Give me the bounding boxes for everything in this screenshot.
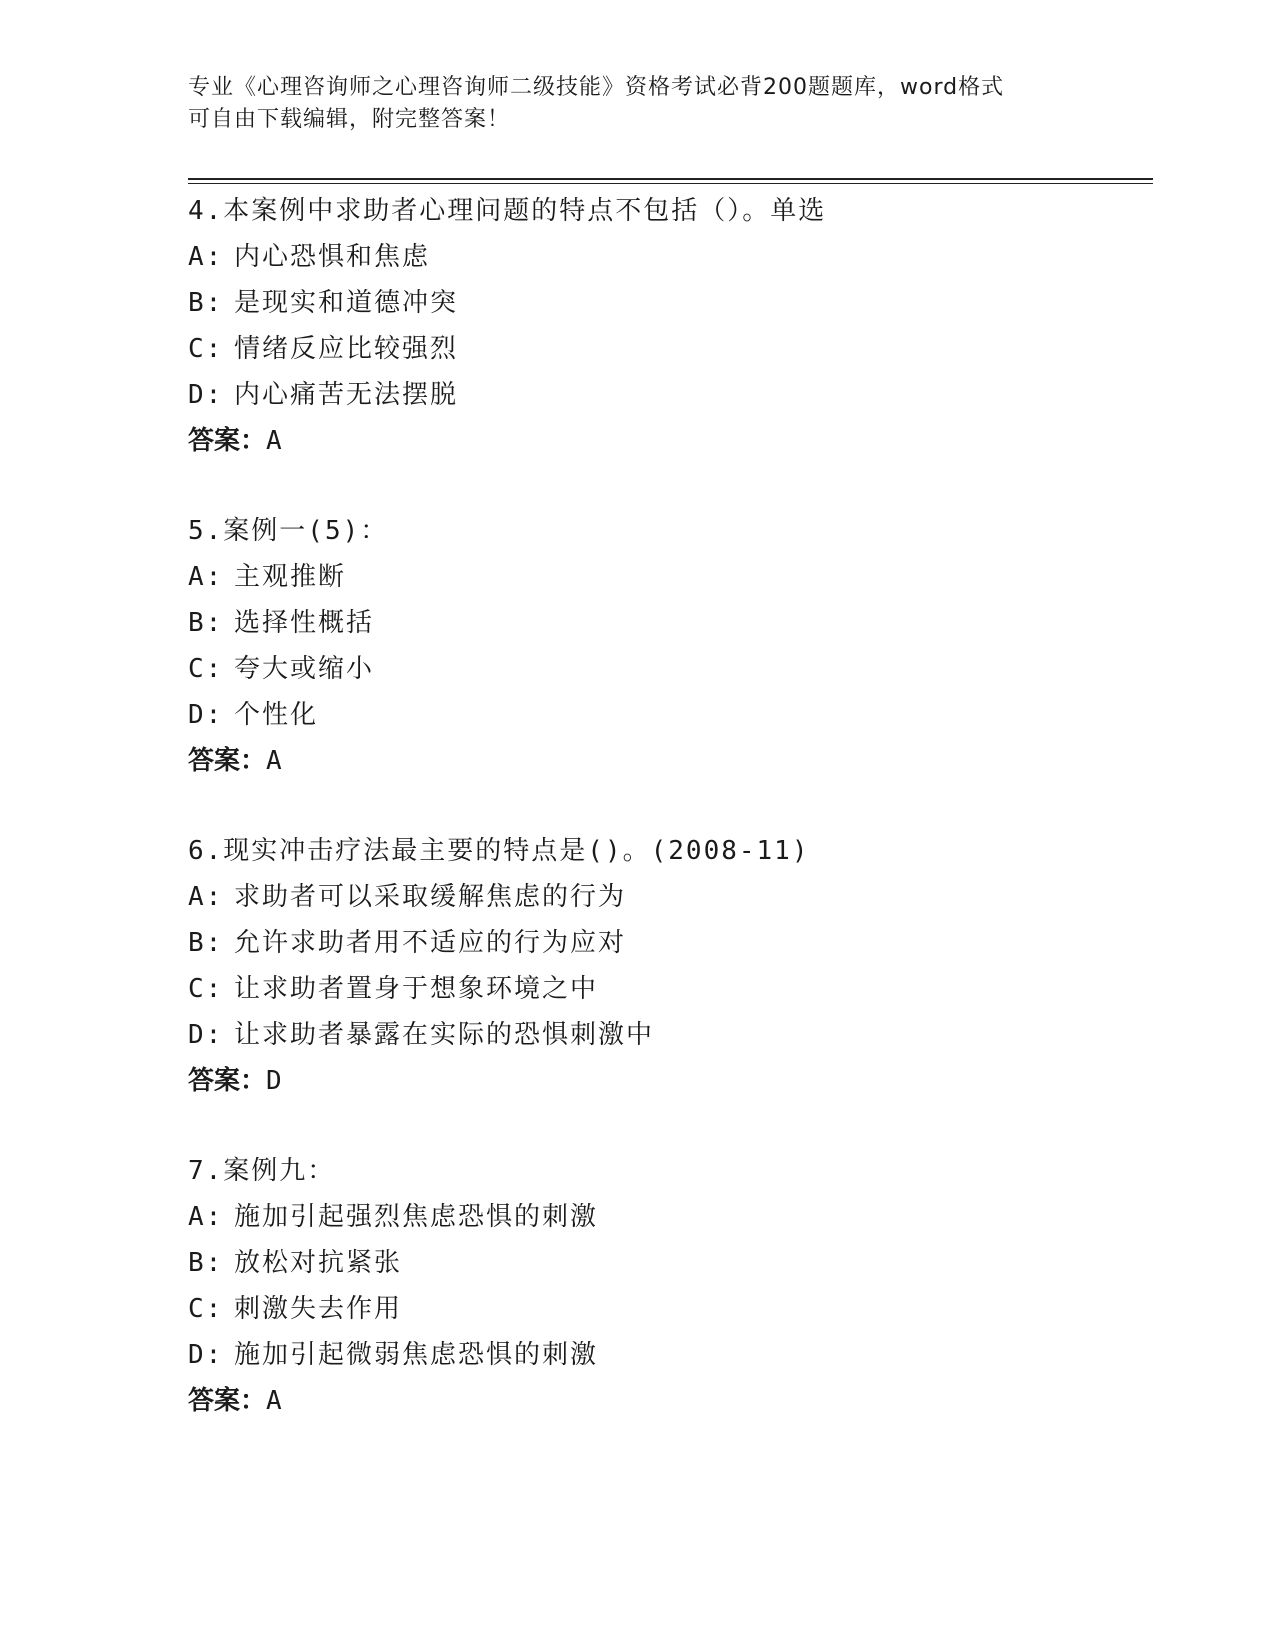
option-key: C:	[188, 654, 224, 684]
option-a	[188, 234, 1148, 280]
option-text: 内心恐惧和焦虑	[234, 242, 431, 272]
option-text: 让求助者暴露在实际的恐惧刺激中	[234, 1020, 655, 1050]
option-a	[188, 1194, 1148, 1240]
option-text: 内心痛苦无法摆脱	[234, 380, 459, 410]
option-key: A:	[188, 242, 224, 272]
answer-label: 答案：	[188, 426, 267, 456]
option-text: 施加引起微弱焦虑恐惧的刺激	[234, 1340, 599, 1370]
option-key: C:	[188, 974, 224, 1004]
question-stem: 7.案例九：	[188, 1156, 336, 1186]
option-key: C:	[188, 334, 224, 364]
question-block	[188, 188, 1148, 464]
question-stem: 4.本案例中求助者心理问题的特点不包括（）。单选	[188, 196, 827, 226]
option-text: 是现实和道德冲突	[234, 288, 459, 318]
answer-value: A	[266, 746, 282, 776]
question-block	[188, 1148, 1148, 1424]
question-block	[188, 828, 1148, 1104]
option-c	[188, 1286, 1148, 1332]
option-a	[188, 874, 1148, 920]
option-text: 放松对抗紧张	[234, 1248, 403, 1278]
option-key: A:	[188, 882, 224, 912]
option-text: 主观推断	[234, 562, 347, 592]
header-divider-thin	[188, 183, 1153, 184]
option-b	[188, 1240, 1148, 1286]
document-header	[188, 72, 1088, 136]
option-c	[188, 646, 1148, 692]
answer-value: A	[266, 1386, 282, 1416]
option-key: D:	[188, 380, 224, 410]
option-c	[188, 966, 1148, 1012]
option-text: 允许求助者用不适应的行为应对	[234, 928, 627, 958]
question-stem: 6.现实冲击疗法最主要的特点是()。(2008-11)	[188, 836, 810, 866]
option-text: 个性化	[234, 700, 319, 730]
option-b	[188, 920, 1148, 966]
question-stem: 5.案例一(5)：	[188, 516, 389, 546]
header-line-1: 专业《心理咨询师之心理咨询师二级技能》资格考试必背200题题库，word格式	[188, 75, 1005, 100]
option-key: C:	[188, 1294, 224, 1324]
option-text: 选择性概括	[234, 608, 375, 638]
option-d	[188, 372, 1148, 418]
option-d	[188, 1332, 1148, 1378]
option-text: 施加引起强烈焦虑恐惧的刺激	[234, 1202, 599, 1232]
answer-value: D	[266, 1066, 282, 1096]
answer-label: 答案：	[188, 1066, 267, 1096]
option-text: 夸大或缩小	[234, 654, 375, 684]
answer-line	[188, 1058, 1148, 1104]
option-text: 让求助者置身于想象环境之中	[234, 974, 599, 1004]
option-c	[188, 326, 1148, 372]
option-text: 求助者可以采取缓解焦虑的行为	[234, 882, 627, 912]
option-b	[188, 280, 1148, 326]
option-key: D:	[188, 1020, 224, 1050]
option-key: B:	[188, 288, 224, 318]
answer-label: 答案：	[188, 1386, 267, 1416]
option-key: D:	[188, 700, 224, 730]
answer-label: 答案：	[188, 746, 267, 776]
option-text: 情绪反应比较强烈	[234, 334, 459, 364]
option-key: B:	[188, 1248, 224, 1278]
option-key: A:	[188, 1202, 224, 1232]
option-key: A:	[188, 562, 224, 592]
header-divider-thick	[188, 178, 1153, 180]
option-key: B:	[188, 608, 224, 638]
question-block	[188, 508, 1148, 784]
option-key: B:	[188, 928, 224, 958]
answer-line	[188, 418, 1148, 464]
header-line-2: 可自由下载编辑，附完整答案！	[188, 107, 511, 132]
option-key: D:	[188, 1340, 224, 1370]
answer-value: A	[266, 426, 282, 456]
option-d	[188, 1012, 1148, 1058]
option-a	[188, 554, 1148, 600]
answer-line	[188, 738, 1148, 784]
option-b	[188, 600, 1148, 646]
answer-line	[188, 1378, 1148, 1424]
option-text: 刺激失去作用	[234, 1294, 403, 1324]
option-d	[188, 692, 1148, 738]
